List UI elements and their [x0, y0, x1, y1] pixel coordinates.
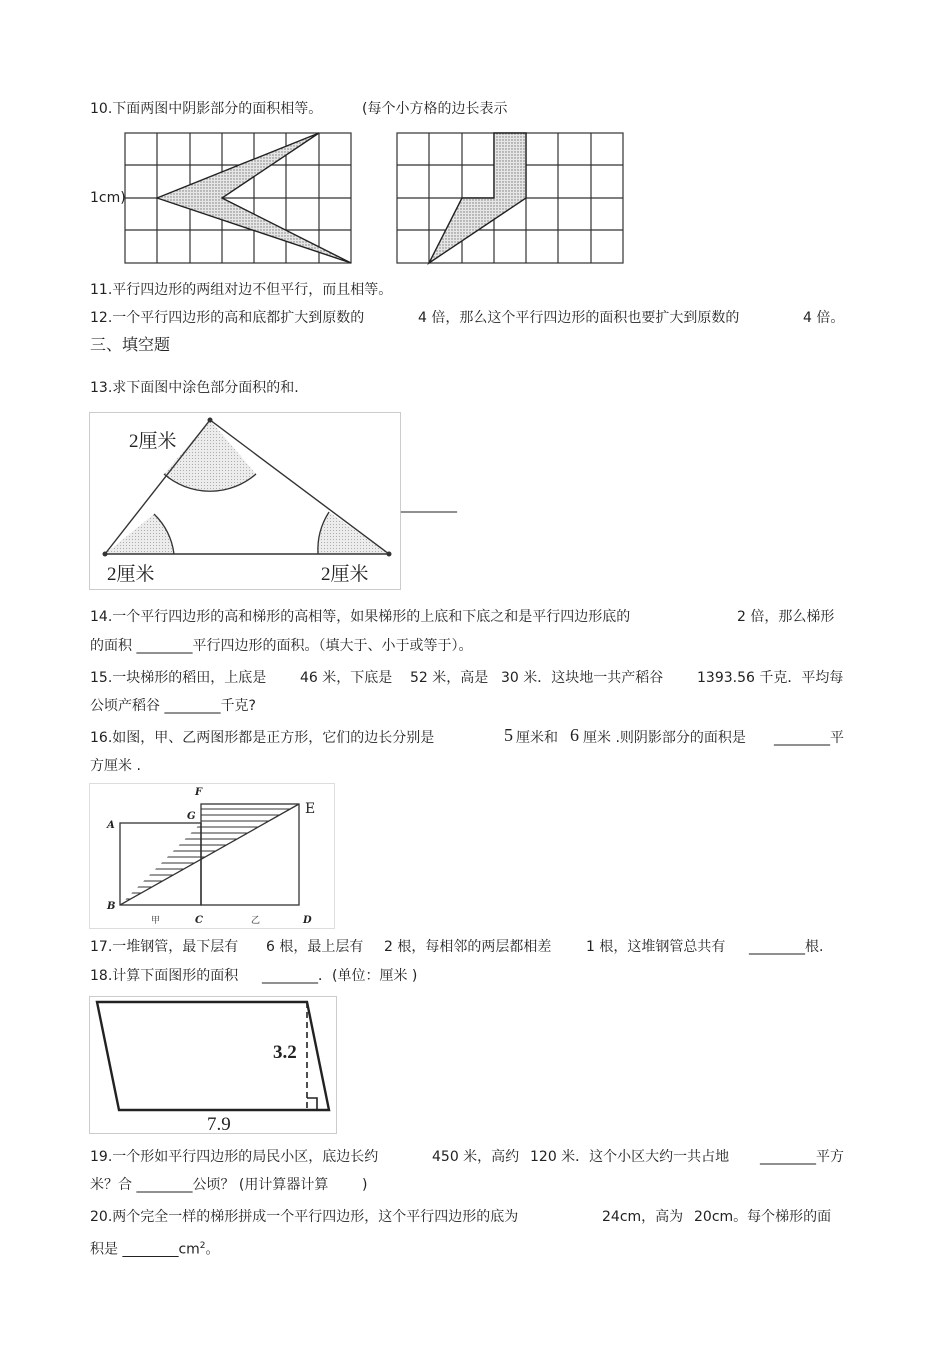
q20-line2 — [90, 1237, 220, 1259]
q13-triangle-figure — [89, 412, 401, 590]
q20-part-e: 。 — [205, 1241, 220, 1258]
section-title: 三、填空题 — [90, 335, 171, 354]
q16-part-e: 厘米 .则阴影部分的面积是 — [583, 730, 746, 746]
q16-part-a: 16.如图，甲、乙两图形都是正方形，它们的边长分别是 — [90, 730, 435, 746]
q16-label-jia: 甲 — [151, 916, 161, 926]
q16-part-f: ________平 — [774, 730, 844, 746]
q20-part-a: 20.两个完全一样的梯形拼成一个平行四边形，这个平行四边形的底为 — [90, 1209, 519, 1225]
q15-part-f: 公顷产稻谷 ________千克? — [90, 698, 256, 714]
q18-height-label: 3.2 — [273, 1042, 297, 1063]
q11-text: 11.平行四边形的两组对边不但平行，而且相等。 — [90, 282, 393, 298]
q15-part-a: 15.一块梯形的稻田，上底是 — [90, 670, 267, 686]
q16-label-a: A — [107, 820, 115, 831]
q16-label-c: C — [195, 915, 203, 926]
q16-label-g: G — [187, 811, 196, 822]
q15-part-c: 52 米，高是 — [410, 670, 489, 686]
q16-part-c: 厘米和 — [516, 730, 558, 746]
q13-right-sector — [318, 512, 389, 554]
q18-base-label: 7.9 — [207, 1114, 231, 1134]
q13-answer-line: ________ — [401, 497, 457, 513]
q13-label-left: 2厘米 — [107, 564, 155, 585]
q13-left-sector — [105, 514, 174, 554]
q10-grid-figure-right — [394, 130, 626, 266]
q19-part-d: ________平方 — [760, 1149, 844, 1165]
q16-label-e: E — [305, 801, 316, 817]
q14-part-c: 的面积 ________平行四边形的面积。（填大于、小于或等于）。 — [90, 638, 473, 654]
q19-part-e: 米？合 ________公顷？ (用计算器计算 — [90, 1177, 329, 1193]
q17-part-d: 1 根，这堆钢管总共有 — [586, 939, 726, 955]
q18-parallelogram-figure — [89, 996, 337, 1134]
q12-part-a: 12.一个平行四边形的高和底都扩大到原数的 — [90, 310, 365, 326]
q13-label-right: 2厘米 — [321, 564, 369, 585]
q12-part-b: 4 倍，那么这个平行四边形的面积也要扩大到原数的 — [418, 310, 740, 326]
q16-label-f: F — [195, 787, 203, 798]
q16-part-g: 方厘米 . — [90, 758, 141, 774]
q16-label-yi: 乙 — [251, 916, 261, 926]
q15-part-b: 46 米，下底是 — [300, 670, 393, 686]
q15-part-d: 30 米．这块地一共产稻谷 — [501, 670, 664, 686]
q18-part-a: 18.计算下面图形的面积 — [90, 968, 239, 984]
q17-part-c: 2 根，每相邻的两层都相差 — [384, 939, 552, 955]
q14-part-a: 14.一个平行四边形的高和梯形的高相等，如果梯形的上底和下底之和是平行四边形底的 — [90, 609, 631, 625]
q20-part-d: 积是 ________cm — [90, 1241, 200, 1258]
q16-side-a: 5 — [504, 725, 513, 745]
q16-label-b: B — [107, 901, 116, 912]
q19-part-a: 19.一个形如平行四边形的局民小区，底边长约 — [90, 1149, 379, 1165]
q19-part-c: 120 米．这个小区大约一共占地 — [530, 1149, 730, 1165]
q17-part-b: 6 根，最上层有 — [266, 939, 364, 955]
q16-label-d: D — [303, 915, 312, 926]
q12-part-c: 4 倍。 — [803, 310, 845, 326]
q10-text: 10.下面两图中阴影部分的面积相等。 — [90, 101, 323, 117]
q20-part-b: 24cm，高为 — [602, 1209, 684, 1225]
q13-label-top: 2厘米 — [129, 431, 177, 452]
q19-part-b: 450 米，高约 — [432, 1149, 520, 1165]
q20-superscript: 2 — [199, 1241, 206, 1251]
q17-part-a: 17.一堆钢管，最下层有 — [90, 939, 239, 955]
q17-part-e: ________根. — [749, 939, 824, 955]
q10-unit: 1cm) — [90, 190, 126, 206]
q13-text: 13.求下面图中涂色部分面积的和. — [90, 380, 299, 396]
q13-top-sector — [164, 420, 256, 491]
q15-part-e: 1393.56 千克．平均每 — [697, 670, 844, 686]
q10-paren: (每个小方格的边长表示 — [362, 101, 508, 117]
q16-side-b: 6 — [570, 725, 579, 745]
q18-part-b: ________．(单位：厘米 ) — [262, 968, 418, 984]
q14-part-b: 2 倍，那么梯形 — [737, 609, 835, 625]
q16-squares-figure — [89, 783, 335, 929]
q10-grid-figure-left — [122, 130, 354, 266]
q19-part-f: ) — [362, 1177, 368, 1193]
q20-part-c: 20cm。每个梯形的面 — [694, 1209, 832, 1225]
